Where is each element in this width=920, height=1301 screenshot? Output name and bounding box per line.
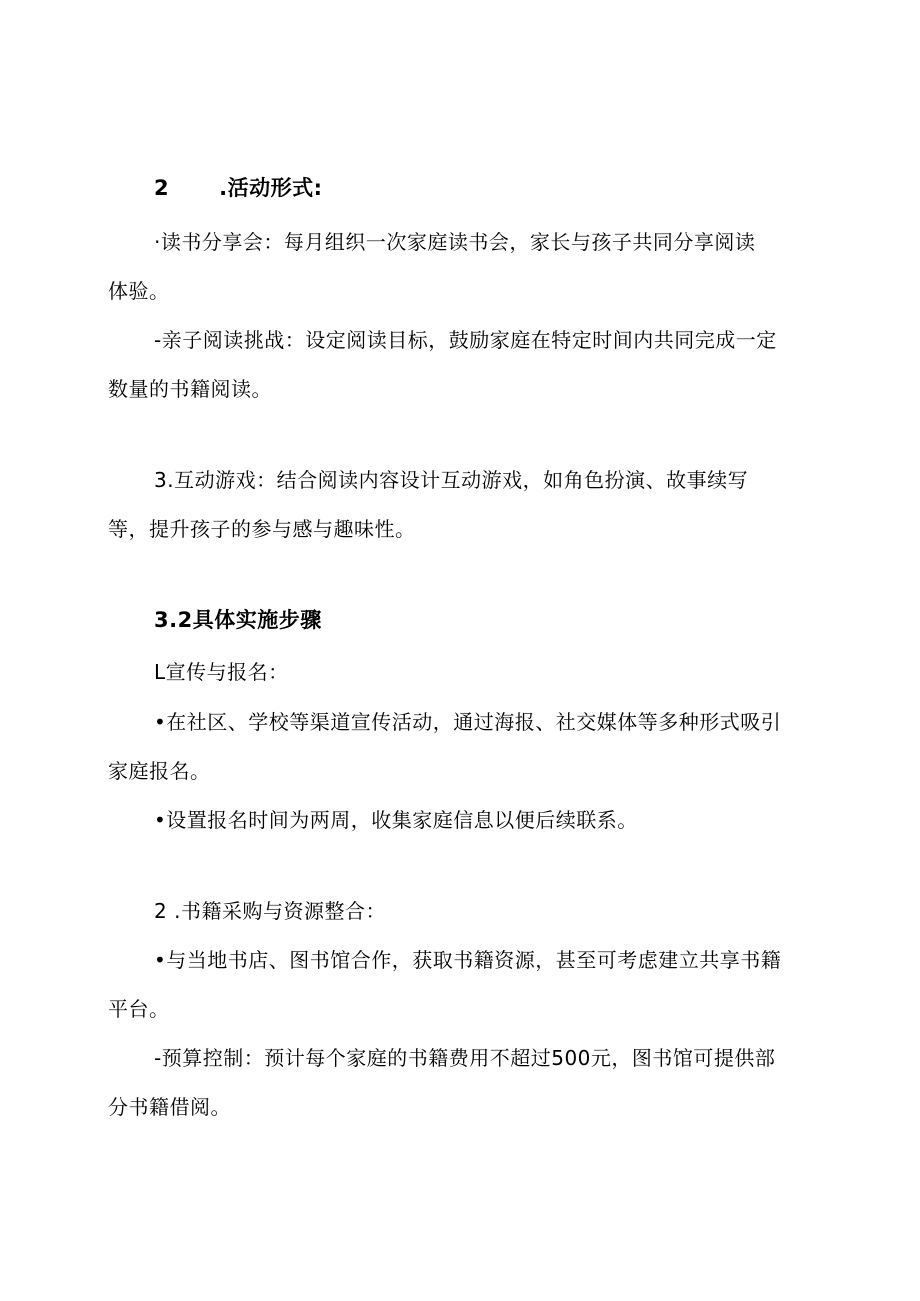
list-item-line: •与当地书店、图书馆合作，获取书籍资源，甚至可考虑建立共享书籍 [154, 948, 782, 972]
list-item-line: 平台。 [108, 997, 170, 1021]
section-title: .活动形式: [219, 176, 323, 200]
section-heading-steps: 3.2具体实施步骤 [154, 608, 322, 632]
paragraph-line: ·读书分享会：每月组织一次家庭读书会，家长与孩子共同分享阅读 [154, 230, 756, 254]
list-item-line: 分书籍借阅。 [108, 1095, 231, 1119]
step-title: 2 .书籍采购与资源整合： [154, 899, 386, 923]
list-item-line: 家庭报名。 [108, 759, 211, 783]
paragraph-line: 等，提升孩子的参与感与趣味性。 [108, 517, 416, 541]
paragraph-line: 数量的书籍阅读。 [108, 377, 272, 401]
paragraph-line: 体验。 [108, 279, 170, 303]
step-title: L宣传与报名： [154, 660, 289, 684]
paragraph-line: -亲子阅读挑战：设定阅读目标，鼓励家庭在特定时间内共同完成一定 [154, 328, 777, 352]
paragraph-line: 3.互动游戏：结合阅读内容设计互动游戏，如角色扮演、故事续写 [154, 468, 749, 492]
section-number: 2 [154, 176, 170, 200]
list-item-line: •在社区、学校等渠道宣传活动，通过海报、社交媒体等多种形式吸引 [154, 710, 782, 734]
list-item-line: -预算控制：预计每个家庭的书籍费用不超过500元，图书馆可提供部 [154, 1046, 776, 1070]
section-heading-activity-form [154, 174, 323, 202]
list-item-line: •设置报名时间为两周，收集家庭信息以便后续联系。 [154, 808, 638, 832]
